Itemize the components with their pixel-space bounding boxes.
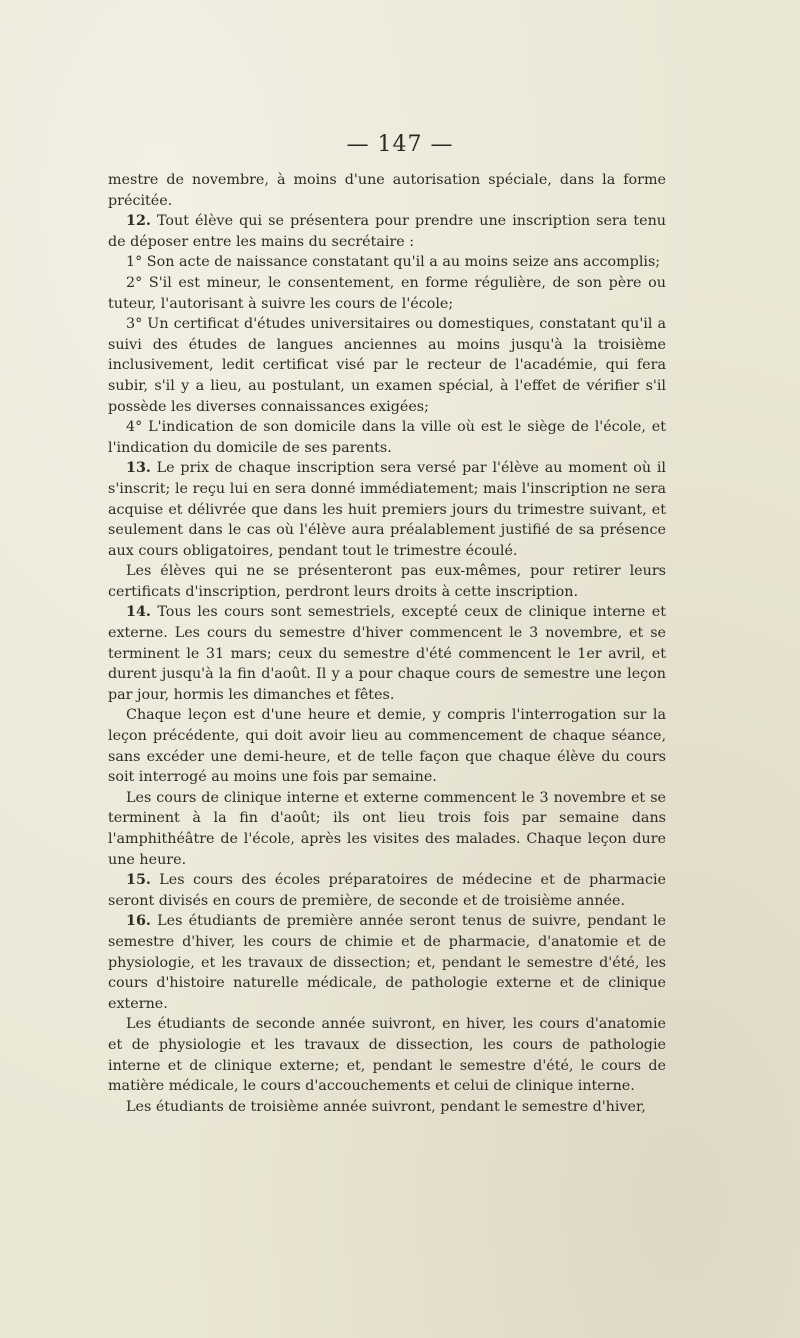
article-number: 16. [126, 913, 151, 930]
paragraph-text: Le prix de chaque inscription sera versé par l'élève au moment où il s'inscrit; le reçu lui en sera donné immédiatement; mais l'inscription ne sera acquise et délivrée que dans les huit premiers jours du trimestre suivant, et seulement dans le cas où l'élève aura préalablement justifié de sa présence aux cours obligatoires, pendant tout le trimestre écoulé. [108, 460, 666, 559]
paragraph [108, 1097, 666, 1118]
paragraph [108, 602, 666, 705]
paragraph [108, 788, 666, 870]
paragraph [108, 870, 666, 911]
paragraph [108, 252, 666, 273]
paragraph-text: mestre de novembre, à moins d'une autorisation spéciale, dans la forme précitée. [108, 172, 666, 209]
paragraph-text: 3° Un certificat d'études universitaires ou domestiques, constatant qu'il a suivi des études de langues anciennes au moins jusqu'à la troisième inclusivement, ledit certificat visé par le recteur de l'académie, qui fera subir, s'il y a lieu, au postulant, un examen spécial, à l'effet de vérifier s'il possède les diverses connaissances exigées; [108, 316, 666, 415]
paragraph-text: 4° L'indication de son domicile dans la ville où est le siège de l'école, et l'indication du domicile de ses parents. [108, 419, 666, 456]
paragraph-text: Les étudiants de troisième année suivront, pendant le semestre d'hiver, [126, 1098, 646, 1115]
article-number: 15. [126, 872, 151, 889]
paragraph [108, 314, 666, 417]
paragraph-text: Tous les cours sont semestriels, excepté ceux de clinique interne et externe. Les cours du semestre d'hiver commencent le 3 novembre, et se terminent le 31 mars; ceux du semestre d'été commencent le 1er avril, et durent jusqu'à la fin d'août. Il y a pour chaque cours de semestre une leçon par jour, hormis les dimanches et fêtes. [108, 604, 666, 703]
paragraph [108, 1014, 666, 1096]
paragraph-text: Chaque leçon est d'une heure et demie, y compris l'interrogation sur la leçon précédente, qui doit avoir lieu au commencement de chaque séance, sans excéder une demi-heure, et de telle façon que chaque élève du cours soit interrogé au moins une fois par semaine. [108, 707, 666, 786]
paragraph [108, 211, 666, 252]
paragraph-text: Les élèves qui ne se présenteront pas eux-mêmes, pour retirer leurs certificats d'inscription, perdront leurs droits à cette inscription. [108, 563, 666, 600]
paragraph [108, 561, 666, 602]
paragraph-text: Les étudiants de seconde année suivront, en hiver, les cours d'anatomie et de physiologie et les travaux de dissection, les cours de pathologie interne et de clinique externe; et, pendant le semestre d'été, le cours de matière médicale, le cours d'accouchements et celui de clinique interne. [108, 1016, 666, 1095]
article-number: 13. [126, 460, 151, 477]
paragraph-text: 1° Son acte de naissance constatant qu'il a au moins seize ans accomplis; [126, 254, 661, 271]
paragraph [108, 458, 666, 561]
page-number: — 147 — [346, 132, 454, 157]
paragraph [108, 273, 666, 314]
article-number: 14. [126, 604, 151, 621]
paragraph-text: Les cours de clinique interne et externe commencent le 3 novembre et se terminent à la fin d'août; ils ont lieu trois fois par semaine dans l'amphithéâtre de l'école, après les visites des malades. Chaque leçon dure une heure. [108, 789, 666, 868]
paragraph-text: Tout élève qui se présentera pour prendre une inscription sera tenu de déposer entre les mains du secrétaire : [108, 213, 666, 250]
article-number: 12. [126, 213, 151, 230]
paragraph-text: Les étudiants de première année seront tenus de suivre, pendant le semestre d'hiver, les cours de chimie et de pharmacie, d'anatomie et de physiologie, et les travaux de dissection; et, pendant le semestre d'été, les cours d'histoire naturelle médicale, de pathologie externe et de clinique externe. [108, 913, 666, 1012]
paragraph-text: 2° S'il est mineur, le consentement, en forme régulière, de son père ou tuteur, l'autorisant à suivre les cours de l'école; [108, 274, 666, 312]
paragraph [108, 170, 666, 211]
paragraph-text: Les cours des écoles préparatoires de médecine et de pharmacie seront divisés en cours de première, de seconde et de troisième année. [108, 872, 666, 909]
body-text [108, 170, 666, 1117]
paragraph [108, 417, 666, 458]
paragraph [108, 705, 666, 787]
paragraph [108, 911, 666, 1014]
